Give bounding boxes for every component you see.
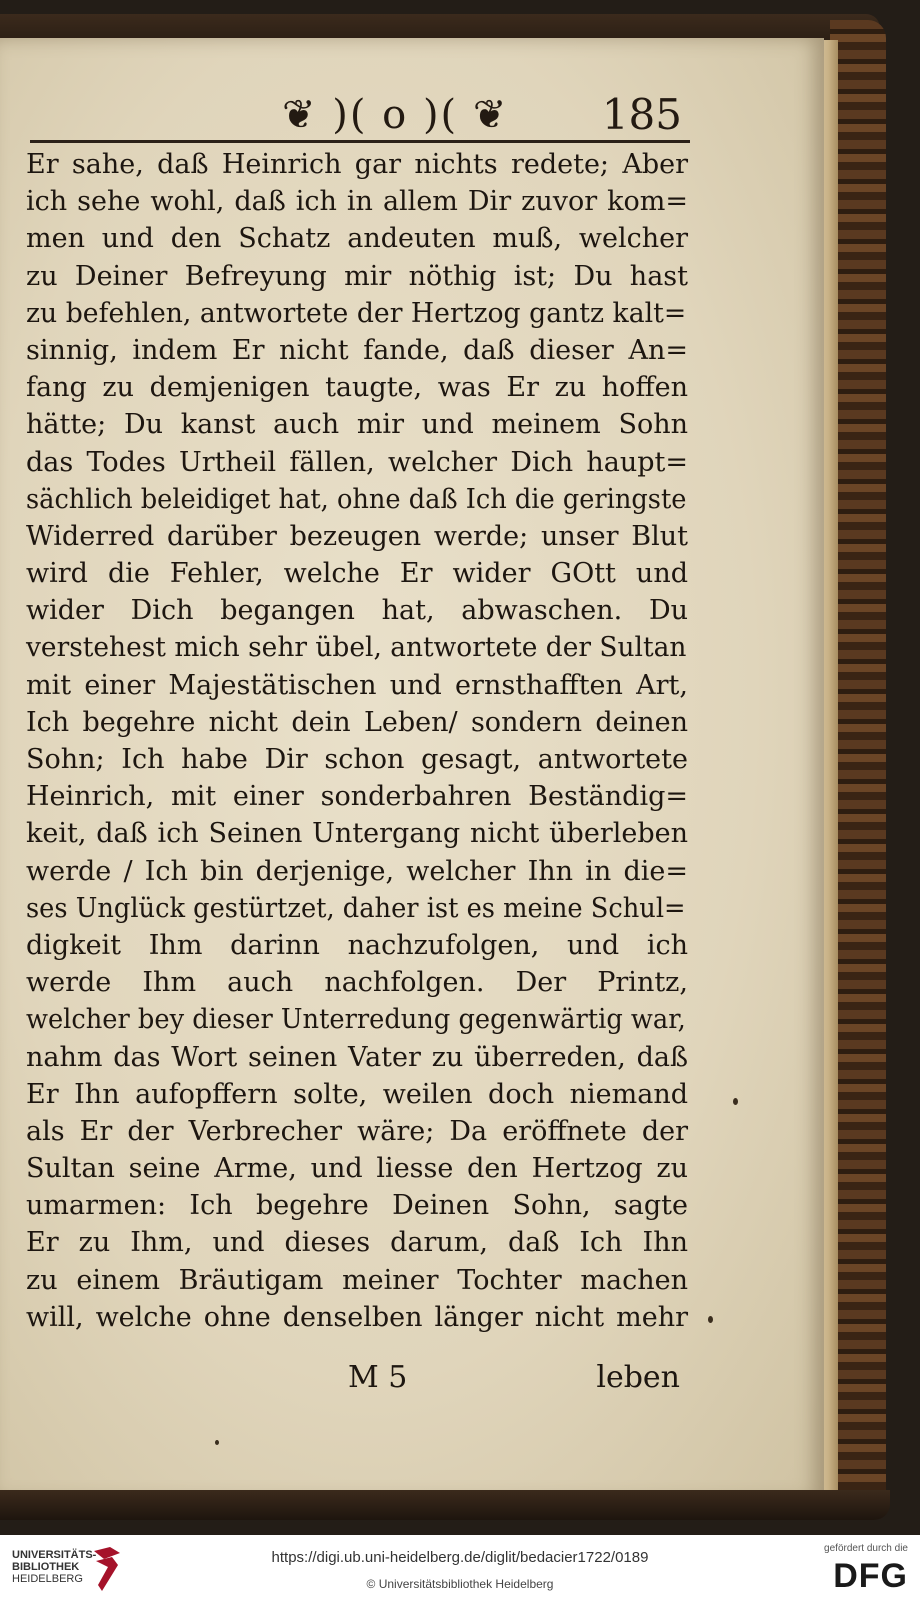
- library-name-line: UNIVERSITÄTS-: [12, 1549, 97, 1561]
- text-line: will, welche ohne denselben länger nicht mehr: [26, 1301, 688, 1333]
- text-line: Sultan seine Arme, und liesse den Hertzog zu: [26, 1153, 688, 1185]
- paper-speck: [215, 1440, 219, 1445]
- text-line: fang zu demjenigen taugte, was Er zu hoffen: [26, 372, 688, 404]
- header-ornament: ❦ )( o )( ❦: [282, 92, 509, 138]
- text-line: digkeit Ihm darinn nachzufolgen, und ich: [26, 929, 688, 961]
- text-line: wider Dich begangen hat, abwaschen. Du: [26, 595, 688, 627]
- book-spine: [830, 20, 886, 1510]
- page-header: [30, 88, 690, 143]
- text-line: men und den Schatz andeuten muß, welcher: [26, 223, 688, 255]
- copyright-notice: © Universitätsbibliothek Heidelberg: [366, 1577, 554, 1591]
- page-number: 185: [601, 90, 682, 139]
- text-line: verstehest mich sehr übel, antwortete der Sultan: [26, 632, 687, 664]
- text-line: das Todes Urtheil fällen, welcher Dich haupt=: [26, 446, 688, 478]
- paper-speck: [733, 1098, 738, 1105]
- text-line: hätte; Du kanst auch mir und meinem Sohn: [26, 409, 688, 441]
- library-name-line: HEIDELBERG: [12, 1573, 83, 1585]
- text-line: Heinrich, mit einer sonderbahren Beständig=: [26, 781, 688, 813]
- text-line: sinnig, indem Er nicht fande, daß dieser An=: [26, 334, 688, 366]
- text-line: Er zu Ihm, und dieses darum, daß Ich Ihn: [26, 1227, 688, 1259]
- text-line: zu befehlen, antwortete der Hertzog gantz kalt=: [26, 297, 687, 329]
- text-line: Widerred darüber bezeugen werde; unser Blut: [26, 520, 688, 552]
- text-line: Ich begehre nicht dein Leben/ sondern deinen: [26, 706, 688, 738]
- viewer-footer: [0, 1535, 920, 1603]
- signature-mark: M 5: [348, 1360, 408, 1395]
- text-line: ses Unglück gestürtzet, daher ist es meine Schul=: [26, 892, 686, 924]
- text-line: keit, daß ich Seinen Untergang nicht überleben: [26, 818, 688, 850]
- text-line: mit einer Majestätischen und ernsthafften Art,: [26, 669, 688, 701]
- text-line: wird die Fehler, welche Er wider GOtt und: [26, 558, 688, 590]
- text-line: Er Ihn aufopffern solte, weilen doch niemand: [26, 1078, 688, 1110]
- body-text: [26, 146, 688, 1336]
- catchline: [26, 1360, 688, 1400]
- text-line: zu Deiner Befreyung mir nöthig ist; Du hast: [26, 260, 688, 292]
- book-cover-bottom: [0, 1490, 890, 1520]
- text-line: sächlich beleidiget hat, ohne daß Ich die geringste: [26, 483, 687, 515]
- text-line: nahm das Wort seinen Vater zu überreden, daß: [26, 1041, 688, 1073]
- permalink-url[interactable]: https://digi.ub.uni-heidelberg.de/diglit/bedacier1722/0189: [271, 1549, 649, 1566]
- text-line: Er sahe, daß Heinrich gar nichts redete; Aber: [26, 149, 688, 180]
- text-line: Sohn; Ich habe Dir schon gesagt, antwortete: [26, 744, 688, 775]
- text-line: welcher bey dieser Unterredung gegenwärtig war,: [26, 1004, 686, 1036]
- text-line: werde Ihm auch nachfolgen. Der Printz,: [26, 967, 688, 999]
- library-name-line: BIBLIOTHEK: [12, 1561, 80, 1573]
- text-line: als Er der Verbrecher wäre; Da eröffnete der: [26, 1115, 688, 1147]
- text-line: werde / Ich bin derjenige, welcher Ihn in die=: [26, 855, 688, 887]
- text-line: ich sehe wohl, daß ich in allem Dir zuvor kom=: [26, 186, 688, 218]
- catchword: leben: [596, 1360, 680, 1395]
- dfg-logo[interactable]: DFG: [833, 1557, 908, 1595]
- text-line: umarmen: Ich begehre Deinen Sohn, sagte: [26, 1190, 688, 1222]
- paper-speck: [708, 1316, 713, 1323]
- text-line: zu einem Bräutigam meiner Tochter machen: [26, 1264, 688, 1296]
- funder-note: gefördert durch die: [824, 1543, 908, 1554]
